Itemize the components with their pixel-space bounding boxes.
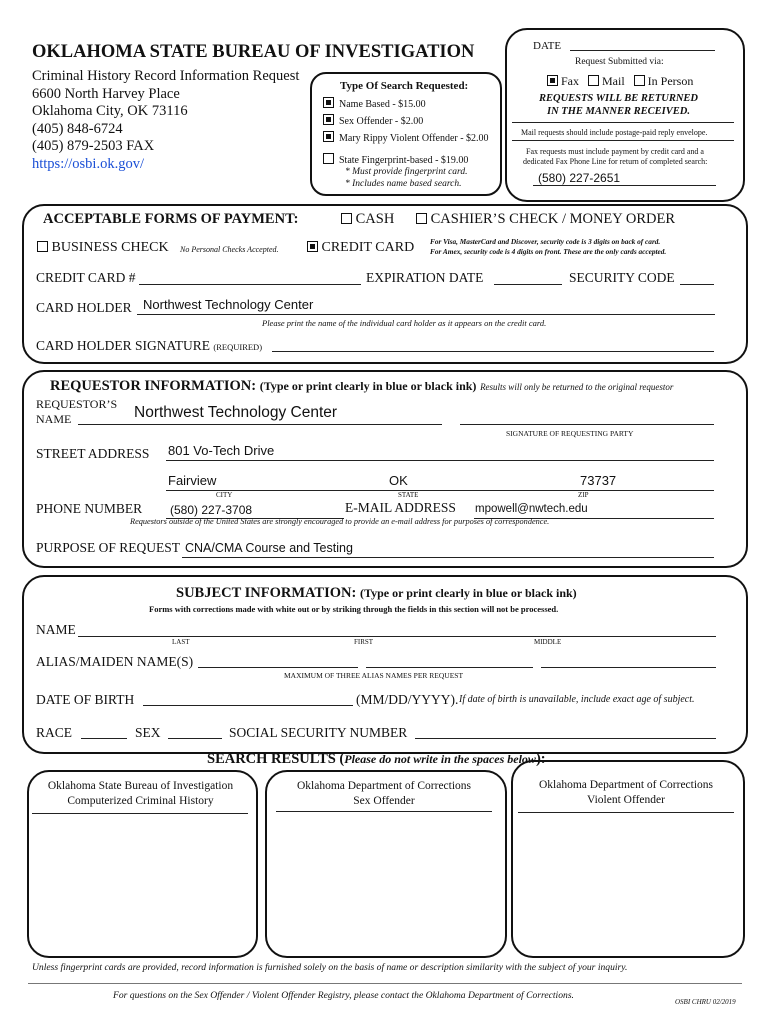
in-person-checkbox[interactable] (634, 75, 645, 86)
outside-us-note: Requestors outside of the United States are strongly encouraged to provide an e-mail address for purposes of correspondence. (130, 517, 550, 526)
cashiers-check-option[interactable]: CASHIER’S CHECK / MONEY ORDER (416, 211, 675, 228)
result-divider (518, 812, 734, 813)
form-title: OKLAHOMA STATE BUREAU OF INVESTIGATION (32, 42, 475, 62)
purpose-label: PURPOSE OF REQUEST (36, 540, 181, 555)
subject-name-field[interactable] (78, 636, 716, 637)
result-box-sex-offender-title: Oklahoma Department of Corrections Sex Offender (296, 780, 472, 807)
street-field (166, 460, 714, 461)
cc-number-field[interactable] (139, 284, 361, 285)
address-line: 6600 North Harvey Place (32, 85, 180, 102)
street-value[interactable]: 801 Vo-Tech Drive (168, 443, 275, 458)
search-type-heading: Type Of Search Requested: (340, 80, 469, 92)
security-code-label: SECURITY CODE (569, 270, 675, 285)
returned-line-2: IN THE MANNER RECEIVED. (547, 106, 690, 117)
credit-card-checkbox[interactable] (307, 241, 318, 252)
sex-label: SEX (135, 725, 161, 740)
middle-caption: MIDDLE (534, 638, 562, 646)
via-label: Request Submitted via: (575, 57, 664, 67)
fingerprint-disclaimer: Unless fingerprint cards are provided, record information is furnished solely on the basis of name or description similarity with the subject of your inquiry. (32, 962, 628, 973)
date-field[interactable] (570, 50, 715, 51)
alias-field-2[interactable] (366, 667, 533, 668)
card-holder-label: CARD HOLDER (36, 300, 132, 315)
requestor-name-label: REQUESTOR’S NAME (36, 397, 118, 426)
dob-field[interactable] (143, 705, 353, 706)
alias-note: MAXIMUM OF THREE ALIAS NAMES PER REQUEST (284, 671, 464, 680)
signature-caption: SIGNATURE OF REQUESTING PARTY (506, 429, 634, 438)
purpose-value[interactable]: CNA/CMA Course and Testing (185, 541, 353, 555)
email-label: E-MAIL ADDRESS (345, 500, 456, 515)
cc-number-label: CREDIT CARD # (36, 270, 136, 285)
requestor-name-value[interactable]: Northwest Technology Center (134, 404, 338, 421)
form-code: OSBI CHRU 02/2019 (675, 998, 736, 1006)
security-code-field[interactable] (680, 284, 714, 285)
requestor-box (22, 370, 748, 568)
name-based-checkbox[interactable] (323, 97, 334, 108)
returned-line-1: REQUESTS WILL BE RETURNED (539, 93, 698, 104)
cashiers-check-checkbox[interactable] (416, 213, 427, 224)
cash-checkbox[interactable] (341, 213, 352, 224)
alias-field-1[interactable] (198, 667, 358, 668)
race-field[interactable] (81, 738, 127, 739)
email-value[interactable]: mpowell@nwtech.edu (475, 503, 588, 515)
requestor-heading-line: REQUESTOR INFORMATION: (Type or print clearly in blue or black ink) Results will only be returned to the original requestor (50, 378, 674, 394)
card-notes: For Visa, MasterCard and Discover, security code is 3 digits on back of card. For Amex, security code is 4 digits on front. These are the only cards accepted. (430, 237, 667, 256)
violent-offender-checkbox[interactable] (323, 131, 334, 142)
fingerprint-checkbox[interactable] (323, 153, 334, 164)
payment-heading: ACCEPTABLE FORMS OF PAYMENT: (43, 211, 299, 227)
search-option-name[interactable]: Name Based - $15.00 (323, 96, 489, 113)
mail-note: Mail requests should include postage-paid reply envelope. (521, 128, 708, 137)
submission-methods: Fax Mail In Person (547, 74, 693, 89)
city-value[interactable]: Fairview (168, 473, 217, 488)
expiration-label: EXPIRATION DATE (366, 270, 484, 285)
search-option-sex-offender[interactable]: Sex Offender - $2.00 (323, 113, 489, 130)
race-label: RACE (36, 725, 73, 740)
cash-option[interactable]: CASH (341, 211, 394, 228)
subject-heading-line: SUBJECT INFORMATION: (Type or print clearly in blue or black ink) (176, 585, 577, 601)
no-personal-checks: No Personal Checks Accepted. (180, 245, 279, 254)
sex-offender-checkbox[interactable] (323, 114, 334, 125)
sex-field[interactable] (168, 738, 222, 739)
phone-value[interactable]: (580) 227-3708 (170, 503, 253, 517)
city-caption: CITY (216, 491, 233, 499)
alias-label: ALIAS/MAIDEN NAME(S) (36, 654, 194, 669)
city-state-zip-field (166, 490, 714, 491)
search-option-violent-offender[interactable]: Mary Rippy Violent Offender - $2.00 (323, 130, 489, 147)
ssn-label: SOCIAL SECURITY NUMBER (229, 725, 408, 740)
address-line: Criminal History Record Information Request (32, 68, 300, 84)
state-value[interactable]: OK (389, 473, 408, 488)
fax-number: (580) 227-2651 (538, 171, 621, 185)
fax-note-2: dedicated Fax Phone Line for return of completed search: (523, 157, 708, 166)
street-label: STREET ADDRESS (36, 446, 150, 461)
card-holder-signature-field[interactable] (272, 351, 714, 352)
zip-value[interactable]: 73737 (580, 473, 617, 488)
agency-address (32, 68, 299, 173)
requestor-name-field (78, 424, 442, 425)
mail-checkbox[interactable] (588, 75, 599, 86)
state-caption: STATE (398, 491, 419, 499)
date-label: DATE (533, 40, 562, 52)
result-divider (32, 813, 248, 814)
fingerprint-notes: * Must provide fingerprint card. * Includes name based search. (345, 167, 468, 189)
result-divider (276, 811, 492, 812)
last-caption: LAST (172, 638, 190, 646)
business-check-checkbox[interactable] (37, 241, 48, 252)
footer-divider (28, 983, 742, 984)
purpose-field (182, 557, 714, 558)
expiration-field[interactable] (494, 284, 562, 285)
card-holder-note: Please print the name of the individual card holder as it appears on the credit card. (262, 318, 547, 328)
search-option-fingerprint[interactable]: State Fingerprint-based - $19.00 (323, 152, 489, 169)
card-holder-value[interactable]: Northwest Technology Center (143, 297, 314, 312)
requestor-signature-field[interactable] (460, 424, 714, 425)
corrections-warning: Forms with corrections made with white out or by striking through the fields in this section will not be processed. (149, 604, 559, 614)
fax-checkbox[interactable] (547, 75, 558, 86)
address-line: Oklahoma City, OK 73116 (32, 103, 188, 119)
result-box-osbi-title: Oklahoma State Bureau of Investigation Computerized Criminal History (47, 780, 234, 807)
business-check-option[interactable]: BUSINESS CHECK (37, 240, 169, 256)
card-holder-signature-label: CARD HOLDER SIGNATURE (REQUIRED) (36, 338, 263, 353)
dob-label: DATE OF BIRTH (36, 692, 135, 707)
address-line: (405) 879-2503 FAX (32, 138, 155, 154)
result-box-violent-offender-title: Oklahoma Department of Corrections Violent Offender (538, 779, 714, 806)
alias-field-3[interactable] (541, 667, 716, 668)
card-holder-field (137, 314, 715, 315)
credit-card-option[interactable]: CREDIT CARD (307, 240, 414, 256)
fax-number-line (533, 185, 716, 186)
divider (512, 122, 734, 123)
phone-label: PHONE NUMBER (36, 501, 143, 516)
ssn-field[interactable] (415, 738, 716, 739)
subject-name-label: NAME (36, 622, 76, 637)
dob-note: If date of birth is unavailable, include exact age of subject. (459, 694, 695, 705)
divider (512, 140, 734, 141)
dob-format: (MM/DD/YYYY). (356, 692, 459, 707)
website-link[interactable]: https://osbi.ok.gov/ (32, 155, 144, 172)
results-heading: SEARCH RESULTS (Please do not write in the spaces below): (207, 751, 546, 767)
zip-caption: ZIP (578, 491, 589, 499)
first-caption: FIRST (354, 638, 374, 646)
registry-note: For questions on the Sex Offender / Violent Offender Registry, please contact the Oklahoma Department of Corrections. (113, 990, 574, 1001)
address-line: (405) 848-6724 (32, 120, 123, 137)
fax-note-1: Fax requests must include payment by credit card and a (526, 147, 704, 156)
search-type-options (323, 96, 489, 169)
